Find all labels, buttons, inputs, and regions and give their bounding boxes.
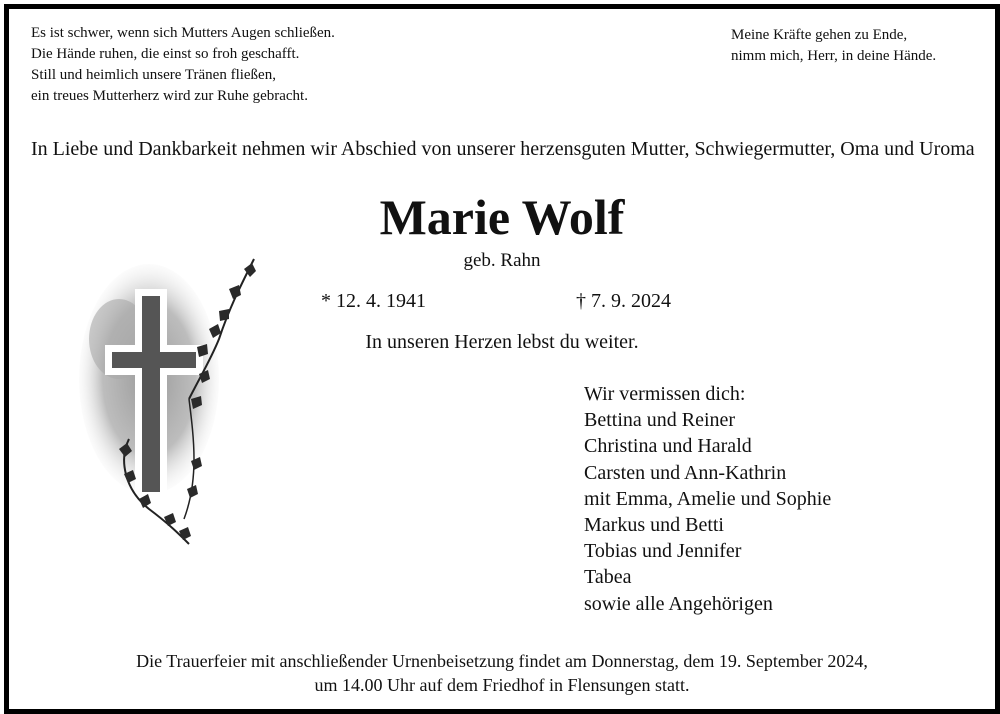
mourners-list — [584, 381, 831, 617]
birth-name: geb. Rahn — [463, 250, 541, 271]
poem-left-line: Die Hände ruhen, die einst so froh geschafft. — [31, 46, 300, 62]
poem-right-line: Meine Kräfte gehen zu Ende, — [731, 27, 908, 43]
poem-left-line: Es ist schwer, wenn sich Mutters Augen schließen. — [31, 25, 335, 41]
poem-right — [731, 25, 936, 67]
obituary-frame — [4, 4, 1000, 714]
motto: In unseren Herzen lebst du weiter. — [365, 331, 639, 353]
death-date: † 7. 9. 2024 — [576, 290, 671, 312]
funeral-line: Die Trauerfeier mit anschließender Urnenbeisetzung findet am Donnerstag, dem 19. September 2024, — [136, 651, 868, 671]
mourner-line: Bettina und Reiner — [584, 409, 736, 432]
intro-text: In Liebe und Dankbarkeit nehmen wir Abschied von unserer herzensguten Mutter, Schwiegermutter, Oma und Uroma — [31, 138, 975, 160]
funeral-line: um 14.00 Uhr auf dem Friedhof in Flensungen statt. — [314, 675, 690, 695]
birth-date: * 12. 4. 1941 — [321, 290, 426, 312]
poem-right-line: nimm mich, Herr, in deine Hände. — [731, 48, 937, 64]
poem-left — [31, 23, 335, 107]
mourner-line: Tabea — [584, 566, 632, 589]
mourner-line: Christina und Harald — [584, 435, 752, 458]
poem-left-line: ein treues Mutterherz wird zur Ruhe gebracht. — [31, 88, 308, 104]
mourner-line: mit Emma, Amelie und Sophie — [584, 487, 832, 510]
cross-icon — [79, 249, 269, 549]
poem-left-line: Still und heimlich unsere Tränen fließen, — [31, 67, 276, 83]
deceased-name: Marie Wolf — [379, 189, 625, 245]
mourner-line: Tobias und Jennifer — [584, 540, 742, 563]
mourner-line: sowie alle Angehörigen — [584, 592, 773, 615]
mourner-line: Carsten und Ann-Kathrin — [584, 461, 787, 484]
funeral-notice — [9, 649, 995, 697]
mourner-line: Wir vermissen dich: — [584, 383, 746, 405]
mourner-line: Markus und Betti — [584, 514, 724, 537]
